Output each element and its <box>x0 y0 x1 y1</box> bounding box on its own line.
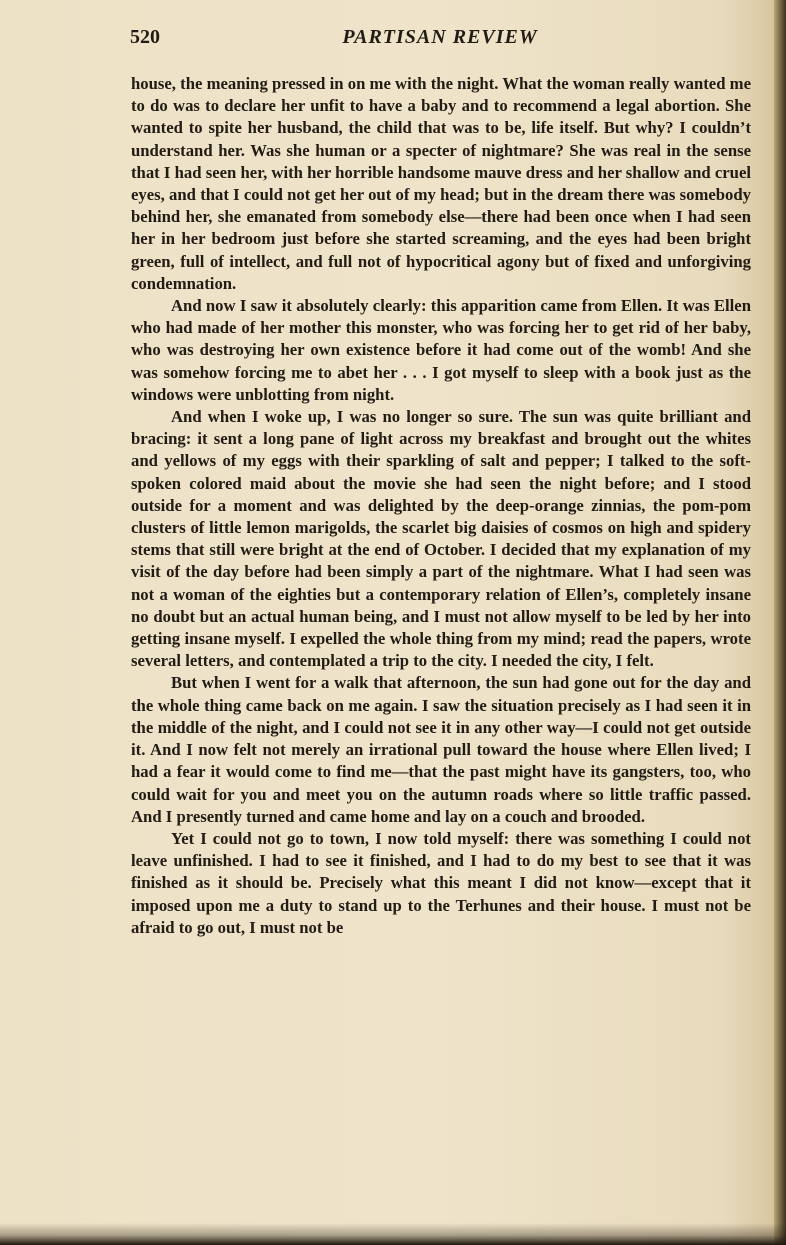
page-bottom-edge <box>0 1223 786 1245</box>
paragraph: Yet I could not go to town, I now told myself: there was something I could not leave unfinished. I had to see it finished, and I had to do my best to see that it was finished as it should be. Precisely what this meant I did not know—except that it imposed upon me a duty to stand up to the Terhunes and their house. I must not be afraid to go out, I must not be <box>131 828 751 937</box>
paragraph: But when I went for a walk that afternoon, the sun had gone out for the day and the whole thing came back on me again. I saw the situation precisely as I had seen it in the middle of the night, and I could not see it in any other way—I could not get outside it. And I now felt not merely an irrational pull toward the house where Ellen lived; I had a fear it would come to find me—that the past might have its gangsters, too, who could wait for you and meet you on the autumn roads where so little traffic passed. And I presently turned and came home and lay on a couch and brooded. <box>131 673 751 826</box>
body-text <box>131 73 751 939</box>
paragraph: And now I saw it absolutely clearly: this apparition came from Ellen. It was Ellen who had made of her mother this monster, who was forcing her to get rid of her baby, who was destroying her own existence before it had come out of the womb! And she was somehow forcing me to abet her . . . I got myself to sleep with a book just as the windows were unblotting from night. <box>131 296 751 404</box>
paragraph: And when I woke up, I was no longer so sure. The sun was quite brilliant and bracing: it sent a long pane of light across my breakfast and brought out the whites and yellows of my eggs with their sparkling of salt and pepper; I talked to the soft-spoken colored maid about the movie she had seen the night before; and I stood outside for a moment and was delighted by the deep-orange zinnias, the pom-pom clusters of little lemon marigolds, the scarlet big daisies of cosmos on high and spidery stems that still were bright at the end of October. I decided that my explanation of my visit of the day before had been simply a part of the nightmare. What I had seen was not a woman of the eighties but a contemporary relation of Ellen’s, completely insane no doubt but an actual human being, and I must not allow myself to be led by her into getting insane myself. I expelled the whole thing from my mind; read the papers, wrote several letters, and contemplated a trip to the city. I needed the city, I felt. <box>131 407 751 671</box>
journal-title: PARTISAN REVIEW <box>342 26 538 48</box>
page-number: 520 <box>130 26 160 48</box>
paragraph: house, the meaning pressed in on me with the night. What the woman really wanted me to do was to declare her unfit to have a baby and to recommend a legal abortion. She wanted to spite her husband, the child that was to be, life itself. But why? I couldn’t understand her. Was she human or a specter of nightmare? She was real in the sense that I had seen her, with her horrible handsome mauve dress and her shallow and cruel eyes, and that I could not get her out of my head; but in the dream there was somebody behind her, she emanated from somebody else—there had been once when I had seen her in her bedroom just before she started screaming, and the eyes had been bright green, full of intellect, and full not of hypocritical agony but of fixed and unforgiving condemnation. <box>131 74 751 293</box>
book-binding-edge <box>774 0 786 1245</box>
running-head <box>130 26 750 52</box>
